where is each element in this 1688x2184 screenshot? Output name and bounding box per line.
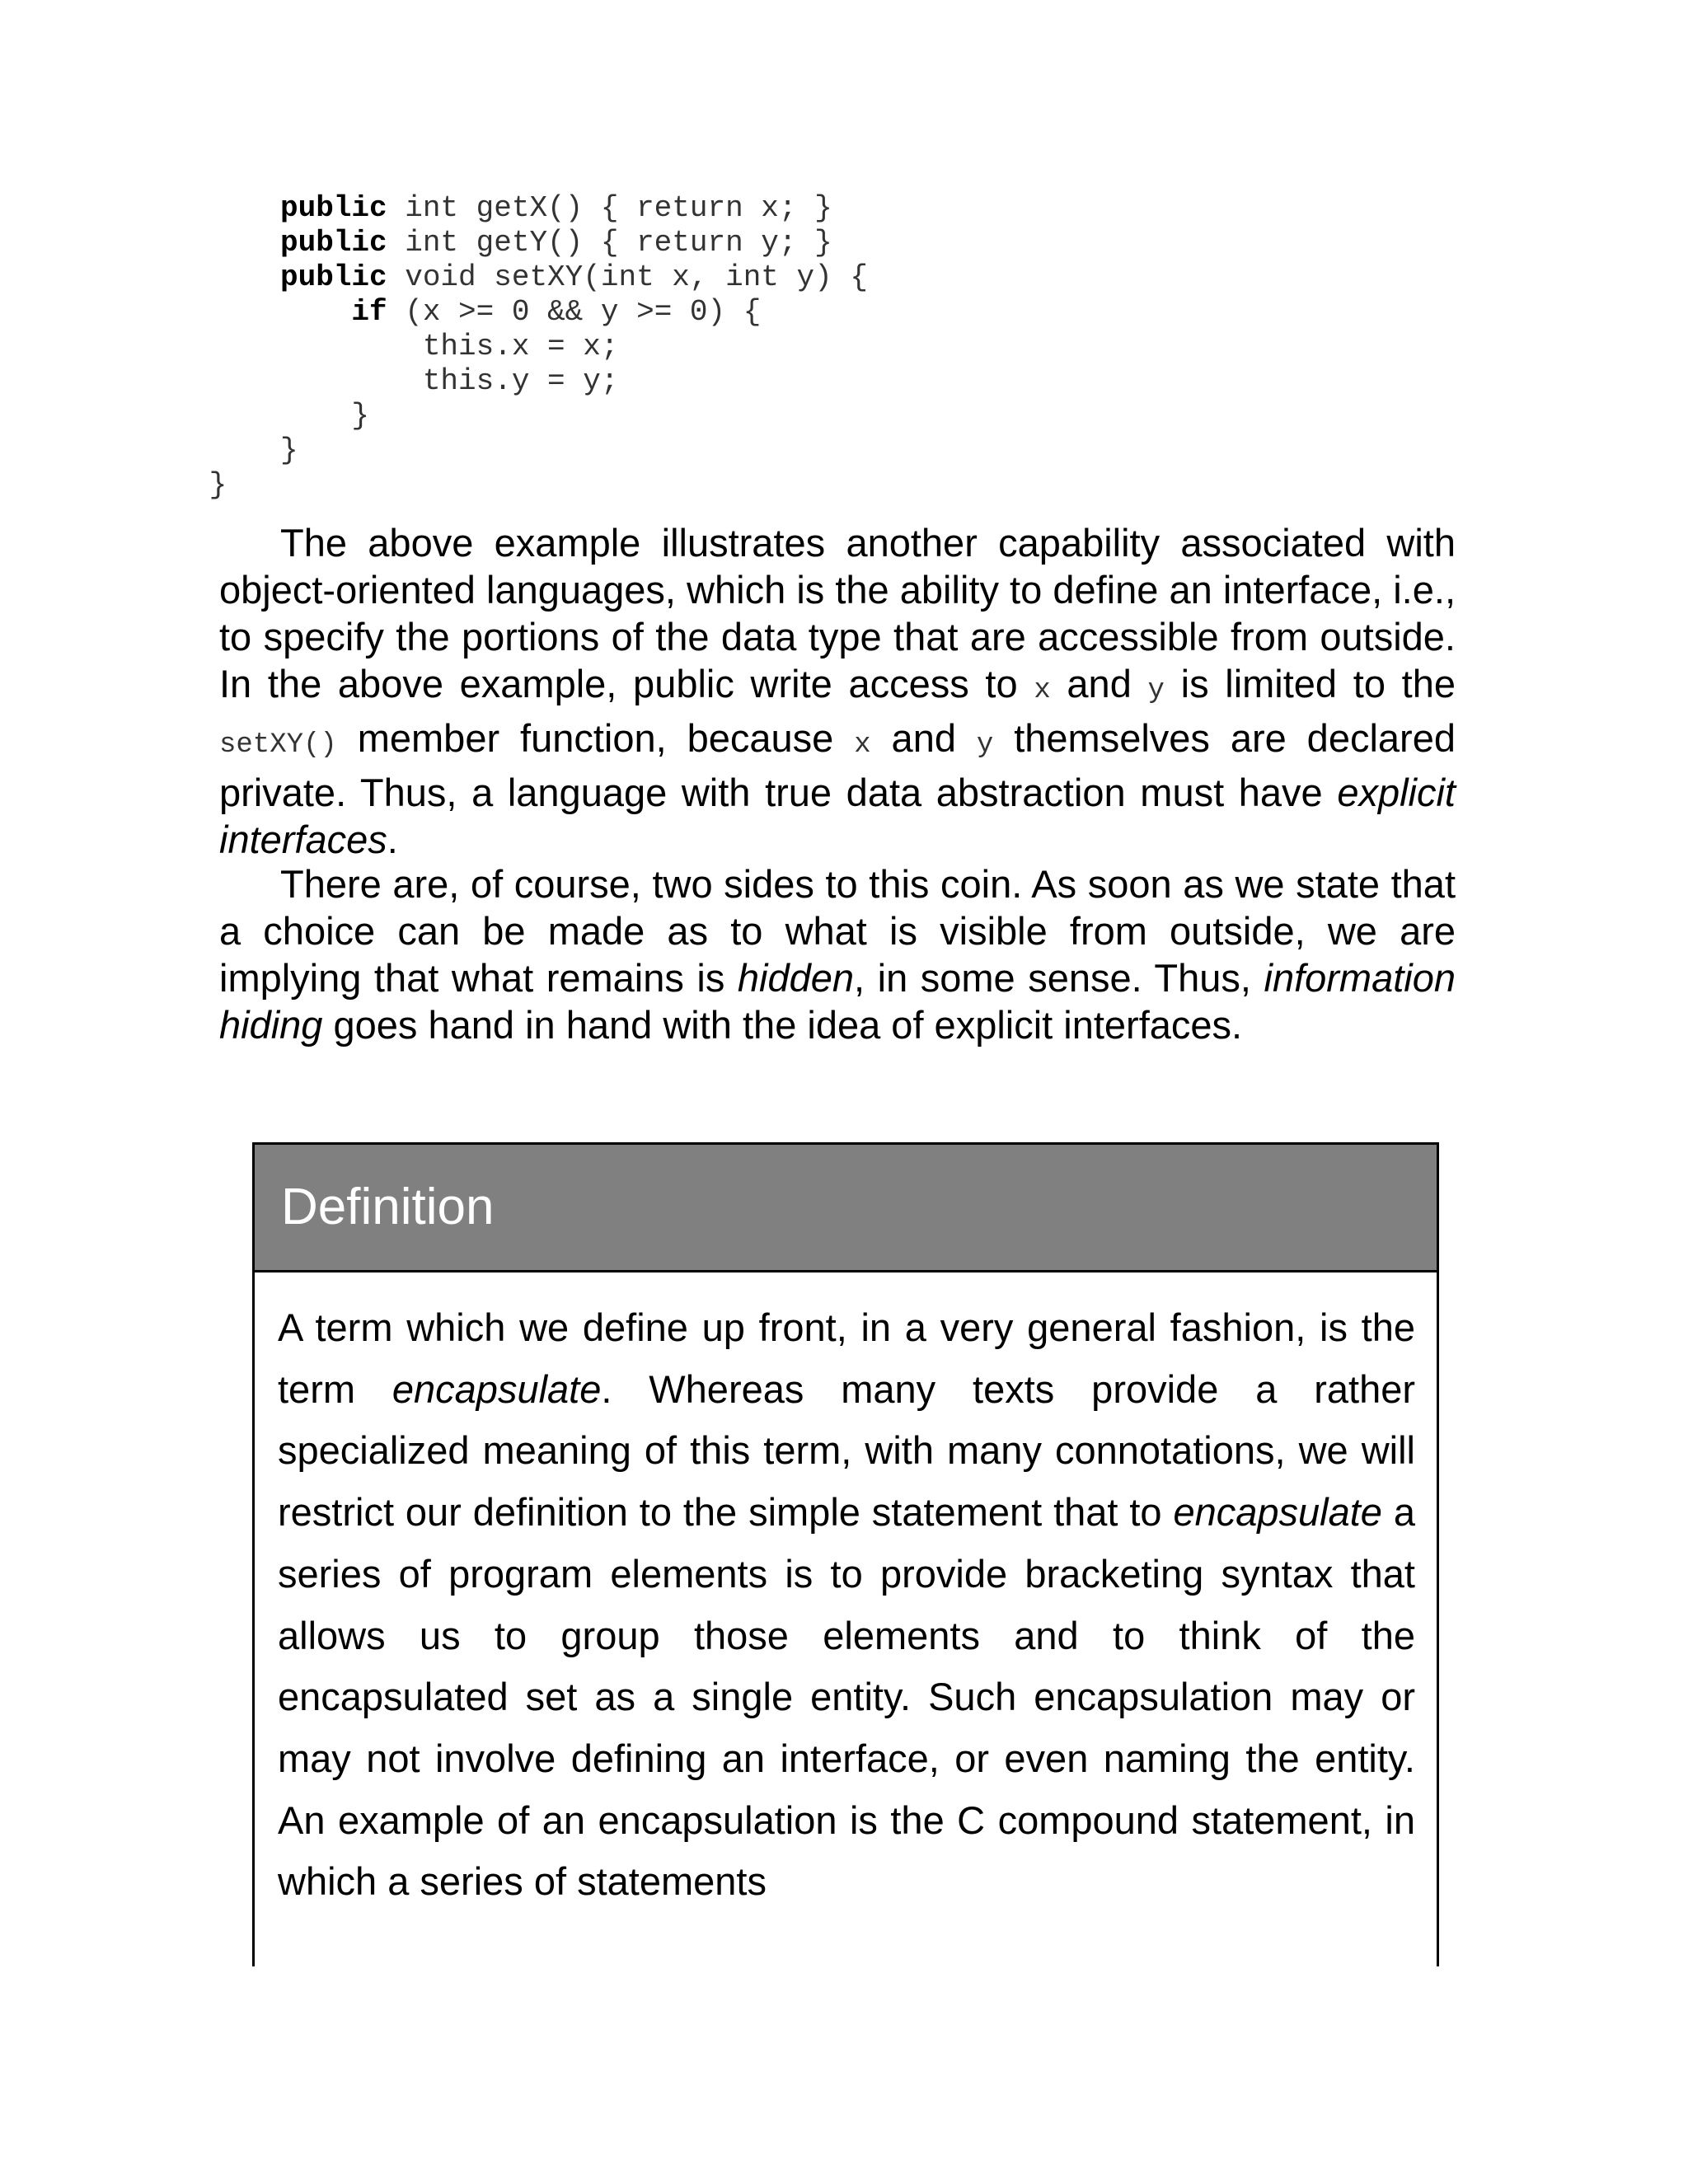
code-line — [280, 226, 868, 260]
para2-text-3: goes hand in hand with the idea of explicit interfaces. — [322, 1003, 1243, 1047]
code-text: } — [209, 468, 227, 502]
definition-emphasis-encapsulate: encapsulate — [392, 1366, 602, 1411]
definition-header — [255, 1145, 1437, 1272]
para1-emphasis-explicit-interfaces: explicit interfaces — [219, 771, 1456, 861]
para1-text-5: and — [870, 716, 977, 760]
code-line — [209, 468, 868, 503]
definition-title: Definition — [281, 1179, 495, 1235]
para1-code-x-2: x — [854, 729, 871, 761]
code-line — [280, 399, 868, 434]
code-text: int getY() { return y; } — [387, 226, 832, 260]
para2-text-1: There are, of course, two sides to this coin. As soon as we state that a choice can be made as to what is visible from outside, we are implying that what remains is — [219, 862, 1456, 1000]
definition-emphasis-encapsulate-2: encapsulate — [1173, 1490, 1382, 1535]
definition-text-3: a series of program elements is to provide bracketing syntax that allows us to group those elements and to think of the encapsulated set as a single entity. Such encapsulation may or may not involve defining an interface, or even naming the entity. An example of an encapsulation is the C compound statement, in which a series of statements — [278, 1490, 1415, 1904]
code-line — [280, 295, 868, 330]
code-text: (x >= 0 && y >= 0) { — [387, 295, 762, 329]
code-line — [280, 191, 868, 226]
paragraph-interfaces — [219, 519, 1456, 863]
code-text: } — [351, 399, 370, 433]
para1-text-2: and — [1050, 662, 1148, 705]
code-line — [280, 330, 868, 364]
definition-text-1: A term which we define up front, in a very general fashion, is the term — [278, 1305, 1415, 1411]
code-text: void setXY(int x, int y) { — [387, 260, 868, 294]
para1-text-7: . — [387, 818, 398, 861]
code-text: int getX() { return x; } — [387, 191, 832, 225]
para1-text-6: themselves are declared private. Thus, a language with true data abstraction must have — [219, 716, 1456, 814]
para2-emphasis-hidden: hidden — [737, 956, 855, 1000]
para2-text-2: , in some sense. Thus, — [854, 956, 1264, 1000]
code-text: } — [280, 434, 298, 467]
definition-text-2: . Whereas many texts provide a rather specialized meaning of this term, with many connotations, we will restrict our definition to the simple statement that to — [278, 1366, 1416, 1535]
code-text: this.x = x; — [422, 330, 619, 363]
code-text: this.y = y; — [422, 364, 619, 398]
code-listing — [209, 191, 868, 503]
para1-code-setxy: setXY() — [219, 729, 337, 761]
para1-code-y-2: y — [976, 729, 994, 761]
para1-text-4: member function, because — [336, 716, 855, 760]
definition-box — [252, 1142, 1439, 1966]
code-keyword: public — [280, 226, 387, 260]
code-keyword: public — [280, 260, 387, 294]
para1-text-3: is limited to the — [1164, 662, 1456, 705]
code-line — [280, 434, 868, 468]
code-keyword: public — [280, 191, 387, 225]
code-keyword: if — [351, 295, 387, 329]
code-line — [280, 260, 868, 295]
paragraph-information-hiding — [219, 860, 1456, 1048]
para1-code-y: y — [1147, 675, 1165, 706]
code-line — [280, 364, 868, 399]
para1-code-x: x — [1034, 675, 1051, 706]
definition-body — [278, 1297, 1415, 1913]
para2-emphasis-information-hiding: information hiding — [219, 956, 1456, 1047]
para1-text-1: The above example illustrates another capability associated with object-oriented languages, which is the ability to define an interface, i.e., to specify the portions of the data type that are accessible from outside. In the above example, public write access to — [219, 521, 1456, 705]
